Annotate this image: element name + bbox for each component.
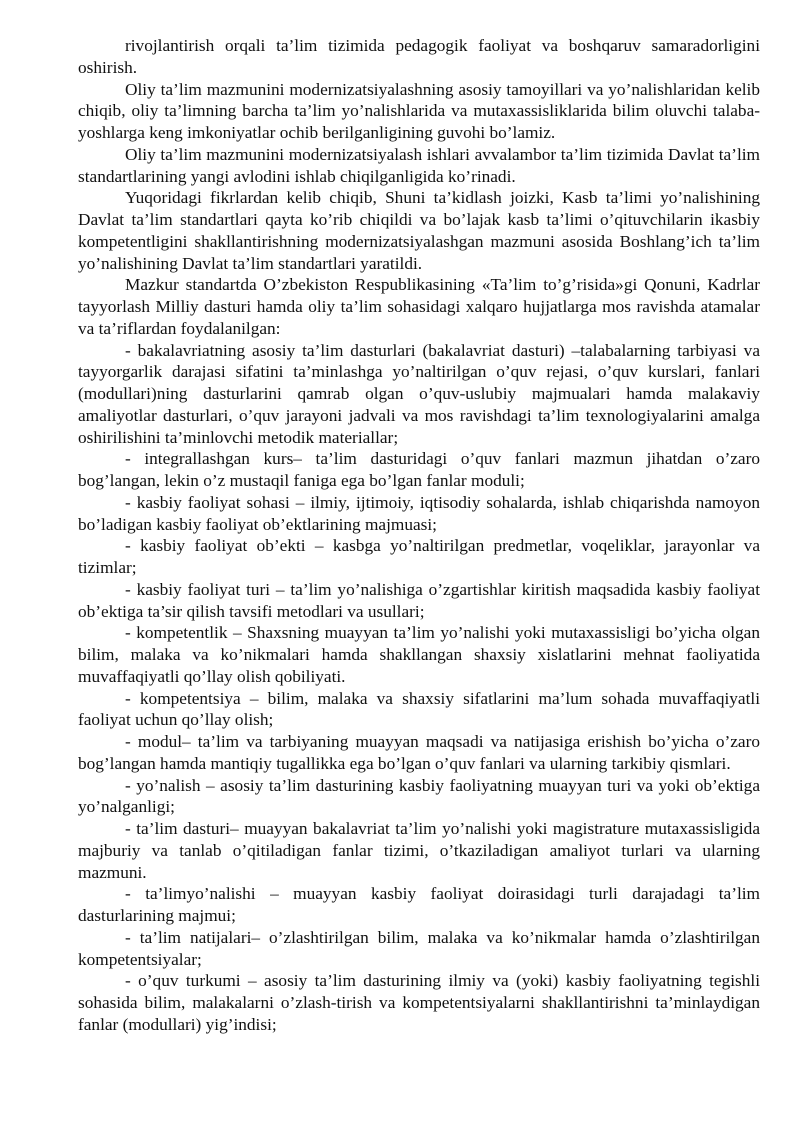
definition-item: - kasbiy faoliyat ob’ekti – kasbga yo’naltirilgan predmetlar, voqeliklar, jarayonlar va tizimlar; [78,536,760,577]
definition-item: - modul– ta’lim va tarbiyaning muayyan maqsadi va natijasiga erishish bo’yicha o’zaro bog’langan hamda mantiqiy tugallikka ega bo’lgan o’quv fanlari va ularning tarkibiy qismlari. [78,732,760,773]
definition-item: - kompetentsiya – bilim, malaka va shaxsiy sifatlarini ma’lum sohada muvaffaqiyatli faoliyat uchun qo’llay olish; [78,688,760,730]
paragraph-continuation: rivojlantirish orqali ta’lim tizimida pedagogik faoliyat va boshqaruv samaradorligini oshirish. [78,36,760,77]
paragraph: Mazkur standartda O’zbekiston Respublikasining «Ta’lim to’g’risida»gi Qonuni, Kadrlar tayyorlash Milliy dasturi hamda oliy ta’lim sohasidagi xalqaro hujjatlarga mos ravishda atamalar va ta’riflardan foydalanilgan: [78,275,760,338]
paragraph: Yuqoridagi fikrlardan kelib chiqib, Shuni ta’kidlash joizki, Kasb ta’limi yo’nalishining Davlat ta’lim standartlari qayta ko’rib chiqildi va bo’lajak kasb ta’limi o’qituvchilarin ikasbiy kompetentligini shakllantirishning modernizatsiyalashgan mazmuni asosida Boshlang’ich ta’lim yo’nalishining Davlat ta’lim standartlari yaratildi. [78,188,760,273]
definition-item: - ta’limyo’nalishi – muayyan kasbiy faoliyat doirasidagi turli darajadagi ta’lim dasturlarining majmui; [78,884,760,925]
definition-item: - o’quv turkumi – asosiy ta’lim dasturining ilmiy va (yoki) kasbiy faoliyatning tegishli sohasida bilim, malakalarni o’zlash-tirish va kompetentsiyalarni shakllantirishni ta’minlaydigan fanlar (modullari) yig’indisi; [78,971,760,1034]
definition-item: - integrallashgan kurs– ta’lim dasturidagi o’quv fanlari mazmun jihatdan o’zaro bog’langan, lekin o’z mustaqil faniga ega bo’lgan fanlar moduli; [78,449,760,490]
definition-item: - ta’lim natijalari– o’zlashtirilgan bilim, malaka va ko’nikmalar hamda o’zlashtirilgan kompetentsiyalar; [78,927,760,969]
definition-item: - kasbiy faoliyat turi – ta’lim yo’nalishiga o’zgartishlar kiritish maqsadida kasbiy faoliyat ob’ektiga ta’sir qilish tavsifi metodlari va usullari; [78,579,760,621]
paragraph: Oliy ta’lim mazmunini modernizatsiyalash ishlari avvalambor ta’lim tizimida Davlat ta’lim standartlarining yangi avlodini ishlab chiqilganligida ko’rinadi. [78,144,760,186]
paragraph: Oliy ta’lim mazmunini modernizatsiyalashning asosiy tamoyillari va yo’nalishlaridan kelib chiqib, oliy ta’limning barcha ta’lim yo’nalishlarida va mutaxassisliklarida bilim oluvchi talaba-yoshlarga keng imkoniyatlar ochib berilganligining guvohi bo’lamiz. [78,79,760,142]
definition-item: - kompetentlik – Shaxsning muayyan ta’lim yo’nalishi yoki mutaxassisligi bo’yicha olgan bilim, malaka va ko’nikmalari hamda shakllangan shaxsiy xislatlarini mehnat faoliyatida muvaffaqiyatli qo’llay olish qobiliyati. [78,623,760,686]
document-page [78,35,760,1036]
definition-item: - kasbiy faoliyat sohasi – ilmiy, ijtimoiy, iqtisodiy sohalarda, ishlab chiqarishda namoyon bo’ladigan kasbiy faoliyat ob’ektlarining majmuasi; [78,492,760,534]
definition-item: - bakalavriatning asosiy ta’lim dasturlari (bakalavriat dasturi) –talabalarning tarbiyasi va tayyorgarlik darajasi sifatini ta’minlashga yo’naltirilgan o’quv rejasi, o’quv kurslari, fanlari (modullari)ning dasturlarini qamrab olgan o’quv-uslubiy majmualari hamda malakaviy amaliyotlar dasturlari, o’quv jarayoni jadvali va mos ravishdagi ta’lim texnologiyalarini amalga oshirilishini ta’minlovchi metodik materiallar; [78,340,760,447]
definition-item: - ta’lim dasturi– muayyan bakalavriat ta’lim yo’nalishi yoki magistrature mutaxassisligida majburiy va tanlab o’qitiladigan fanlar tizimi, o’tkaziladigan amaliyot turlari va ularning mazmuni. [78,819,760,882]
definition-item: - yo’nalish – asosiy ta’lim dasturining kasbiy faoliyatning muayyan turi va yoki ob’ektiga yo’nalganligi; [78,775,760,817]
